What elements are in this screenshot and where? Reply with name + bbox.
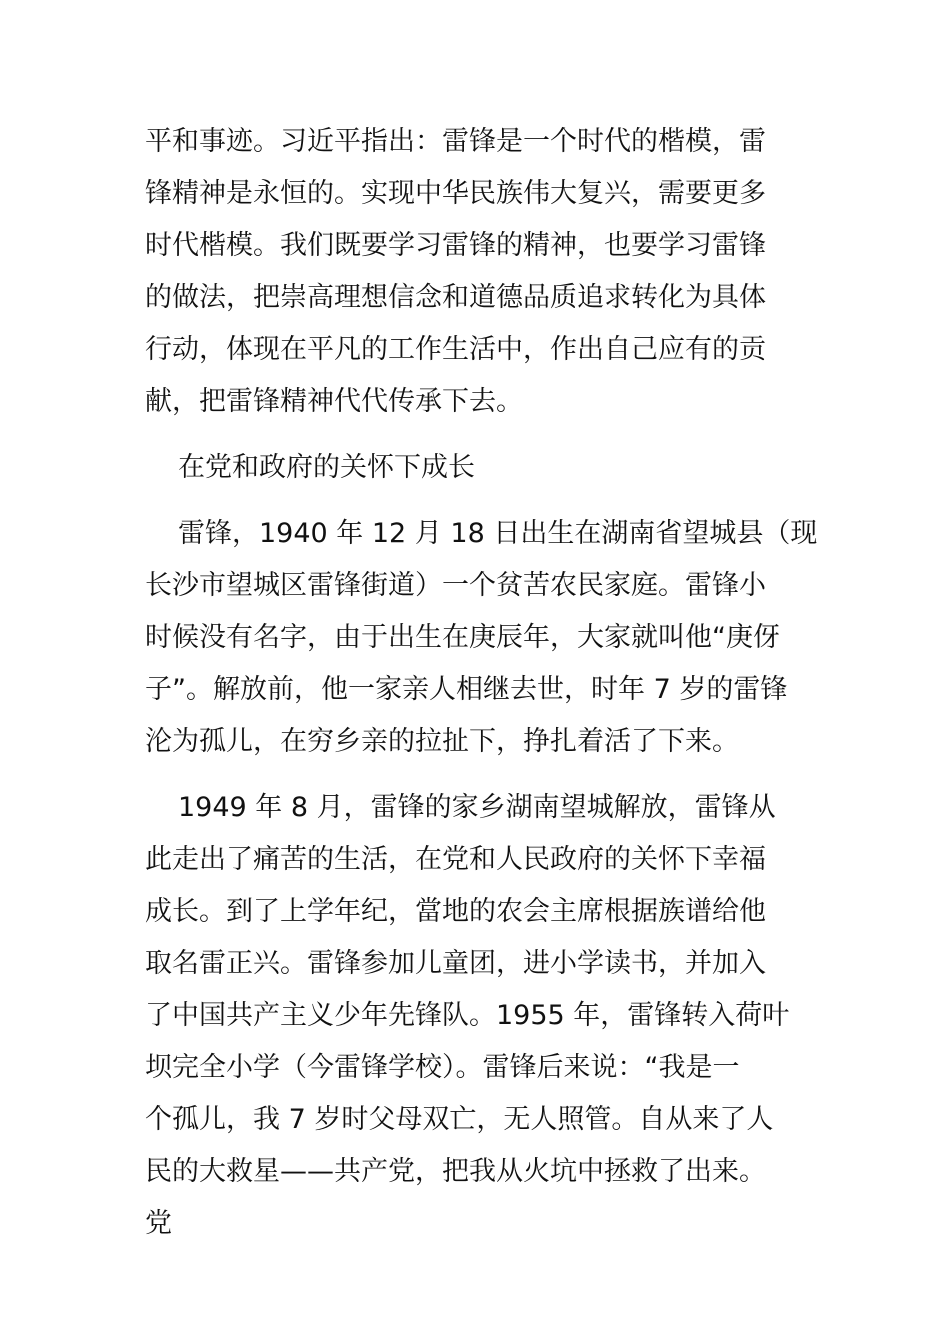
section-heading (145, 442, 810, 494)
text-line: 时候没有名字，由于出生在庚辰年，大家就叫他“庚伢 (145, 622, 780, 653)
paragraph-3 (145, 782, 810, 1250)
text-line: 时代楷模。我们既要学习雷锋的精神，也要学习雷锋 (145, 230, 766, 261)
text-line: 的做法，把崇高理想信念和道德品质追求转化为具体 (145, 282, 766, 313)
document-body (145, 116, 818, 1250)
text-line: 个孤儿，我 7 岁时父母双亡，无人照管。自从来了人 (145, 1104, 774, 1135)
text-line: 成长。到了上学年纪，當地的农会主席根据族谱给他 (145, 896, 766, 927)
text-line: 取名雷正兴。雷锋参加儿童团，进小学读书，并加入 (145, 948, 766, 979)
text-line: 锋精神是永恒的。实现中华民族伟大复兴，需要更多 (145, 178, 766, 209)
text-line: 献，把雷锋精神代代传承下去。 (145, 386, 523, 417)
text-line: 长沙市望城区雷锋街道）一个贫苦农民家庭。雷锋小 (145, 570, 766, 601)
text-line: 党 (145, 1208, 172, 1239)
text-line: 沦为孤儿，在穷乡亲的拉扯下，挣扎着活了下来。 (145, 726, 739, 757)
text-line: 民的大救星——共产党，把我从火坑中拯救了出来。 (145, 1156, 766, 1187)
text-line: 此走出了痛苦的生活，在党和人民政府的关怀下幸福 (145, 844, 766, 875)
paragraph-2 (145, 508, 818, 768)
text-line: 了中国共产主义少年先锋队。1955 年，雷锋转入荷叶 (145, 1000, 790, 1031)
text-line: 坝完全小学（今雷锋学校）。雷锋后来说：“我是一 (145, 1052, 740, 1083)
paragraph-1 (145, 116, 810, 428)
text-line: 平和事迹。习近平指出：雷锋是一个时代的楷模，雷 (145, 126, 766, 157)
heading-line: 在党和政府的关怀下成长 (178, 452, 475, 483)
text-line: 雷锋，1940 年 12 月 18 日出生在湖南省望城县（现 (178, 518, 818, 549)
paragraph-spacer (145, 768, 810, 782)
text-line: 1949 年 8 月，雷锋的家乡湖南望城解放，雷锋从 (178, 792, 776, 823)
text-line: 子”。解放前，他一家亲人相继去世，时年 7 岁的雷锋 (145, 674, 788, 705)
paragraph-spacer (145, 494, 810, 508)
text-line: 行动，体现在平凡的工作生活中，作出自己应有的贡 (145, 334, 766, 365)
paragraph-spacer (145, 428, 810, 442)
